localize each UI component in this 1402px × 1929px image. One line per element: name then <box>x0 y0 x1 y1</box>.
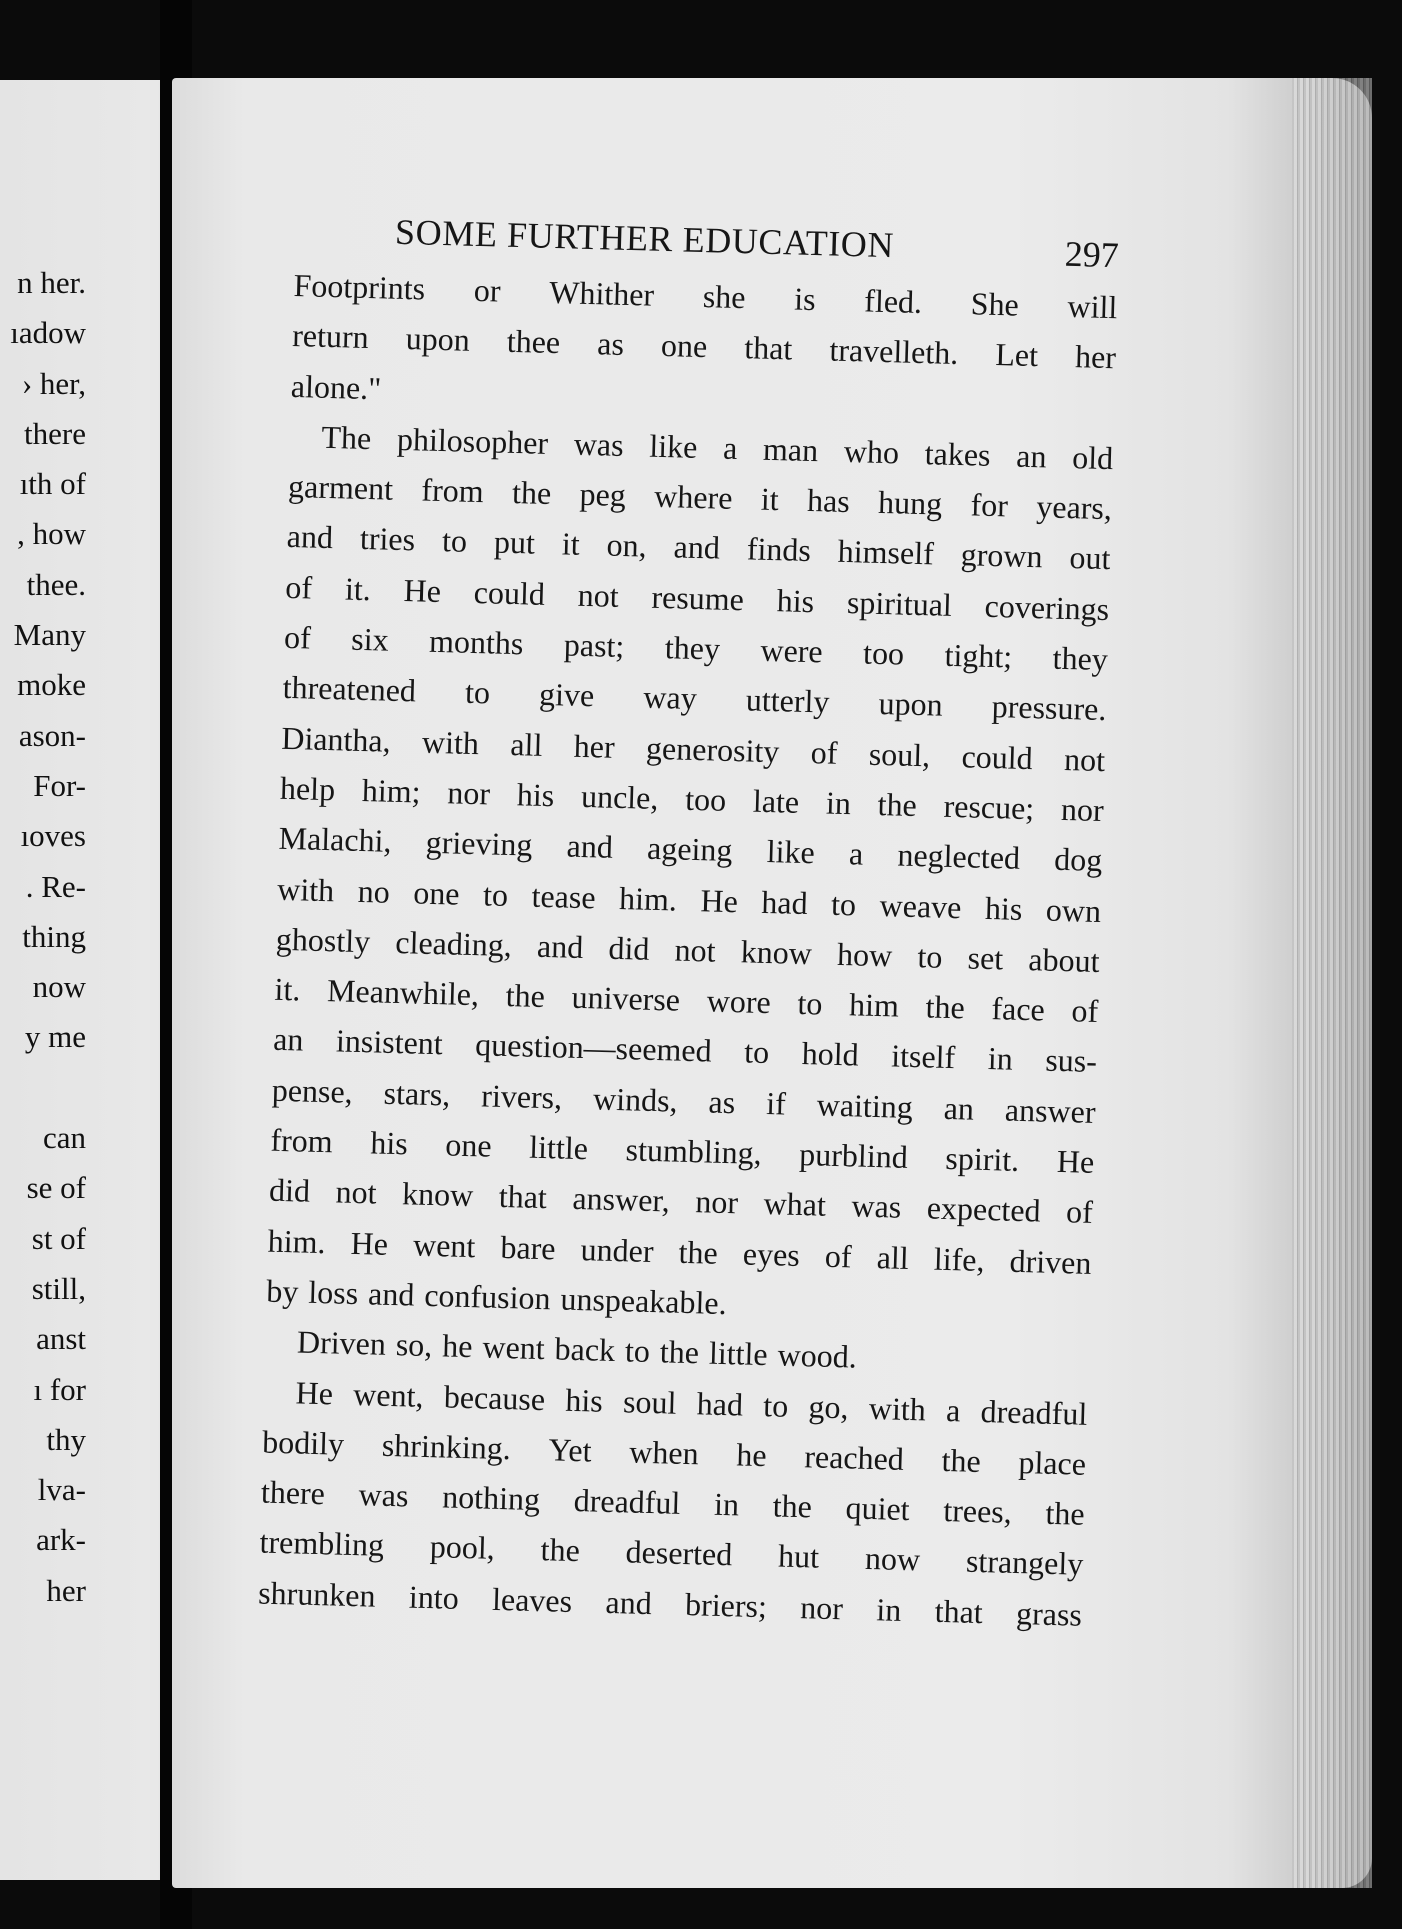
word: grown <box>960 536 1044 575</box>
word: shrunken <box>257 1574 377 1614</box>
word: quiet <box>845 1489 911 1528</box>
word: resume <box>651 578 745 618</box>
word: confusion <box>423 1276 552 1317</box>
word: so, <box>395 1326 433 1364</box>
left-page-line: thy <box>46 1421 86 1457</box>
left-page-line: y me <box>24 1019 86 1055</box>
left-page-line: anst <box>36 1321 86 1357</box>
word: takes <box>924 434 992 473</box>
word: to <box>482 875 509 913</box>
word: nothing <box>441 1478 541 1518</box>
word: past; <box>563 626 625 665</box>
word: give <box>538 676 595 714</box>
word: shrinking. <box>381 1426 512 1467</box>
word: briers; <box>684 1585 768 1624</box>
word: and <box>367 1275 415 1313</box>
word: hut <box>777 1537 820 1576</box>
word: ageing <box>646 830 733 869</box>
word: not <box>1063 740 1106 778</box>
word: nor <box>694 1183 739 1221</box>
left-page-line: Many <box>13 617 86 653</box>
word: tries <box>359 520 416 558</box>
word: know <box>401 1175 474 1214</box>
left-page-line: n her. <box>17 265 86 300</box>
word: six <box>350 620 390 658</box>
word: was <box>851 1187 902 1226</box>
word: life, <box>933 1240 986 1278</box>
word: months <box>428 622 524 662</box>
word: leaves <box>491 1580 573 1619</box>
word: Footprints <box>293 266 426 307</box>
word: for <box>970 486 1009 524</box>
word: the <box>659 1333 700 1371</box>
word: late <box>752 782 800 820</box>
word: to <box>797 985 823 1022</box>
word: The <box>321 418 372 457</box>
word: Driven <box>296 1323 387 1363</box>
left-page-line: For- <box>33 767 86 803</box>
word: that <box>743 329 793 367</box>
word: went <box>482 1328 546 1367</box>
word: pool, <box>429 1528 496 1567</box>
word: not <box>674 931 717 969</box>
word: He <box>350 1224 389 1262</box>
word: tight; <box>944 636 1013 675</box>
word: way <box>642 678 698 717</box>
word: eyes <box>742 1235 801 1273</box>
word: and <box>605 1583 653 1621</box>
word: had <box>696 1384 744 1423</box>
word: has <box>806 482 851 520</box>
word: tease <box>531 877 597 915</box>
word: as <box>708 1083 736 1120</box>
word: soul <box>622 1382 677 1421</box>
word: went, <box>352 1375 425 1414</box>
word: place <box>1018 1443 1087 1482</box>
word: threatened <box>282 669 417 709</box>
word: rescue; <box>943 787 1035 827</box>
word: his <box>516 776 555 814</box>
word: like <box>766 833 816 871</box>
word: when <box>628 1433 700 1472</box>
word: years, <box>1035 488 1113 527</box>
word: return <box>291 317 370 356</box>
word: it <box>561 525 581 563</box>
word: bodily <box>261 1423 345 1462</box>
left-page-text <box>0 258 86 1616</box>
word: like <box>648 427 698 465</box>
left-page-line: ıth of <box>19 466 86 502</box>
word: dreadful <box>980 1392 1088 1432</box>
word: under <box>580 1230 655 1269</box>
word: answer <box>1004 1091 1097 1130</box>
word: what <box>763 1185 827 1224</box>
word: the <box>540 1531 581 1569</box>
word: unspeakable. <box>560 1280 728 1321</box>
word: could <box>473 573 546 612</box>
word: could <box>961 737 1034 776</box>
word: Let <box>994 336 1039 374</box>
word: it. <box>344 570 372 607</box>
word: neglected <box>897 836 1021 877</box>
word: philosopher <box>396 420 549 461</box>
word: his <box>776 581 815 619</box>
word: old <box>1071 438 1114 477</box>
word: question—seemed <box>474 1026 713 1070</box>
word: about <box>1027 940 1101 979</box>
word: how <box>836 935 893 974</box>
word: of <box>1071 992 1099 1030</box>
word: if <box>765 1084 787 1122</box>
word: an <box>272 1021 304 1058</box>
word: trees, <box>942 1492 1013 1530</box>
word: too <box>684 780 727 818</box>
word: he <box>441 1327 474 1365</box>
word: had <box>760 883 809 921</box>
word: to <box>464 674 491 711</box>
word: of <box>824 1237 853 1275</box>
word: the <box>511 474 552 512</box>
word: travelleth. <box>828 331 959 372</box>
word: all <box>509 725 543 763</box>
left-page-line: ıoves <box>20 818 86 854</box>
word: thee <box>506 323 561 361</box>
word: with <box>421 723 480 761</box>
word: purblind <box>798 1136 909 1175</box>
word: a <box>945 1391 961 1428</box>
word: it. <box>274 970 301 1008</box>
word: with <box>276 870 335 908</box>
word: they <box>1052 639 1109 678</box>
word: or <box>473 271 502 309</box>
word: dreadful <box>573 1482 681 1521</box>
word: driven <box>1009 1242 1092 1281</box>
word: an <box>943 1089 975 1127</box>
word: hung <box>877 484 943 522</box>
word: too <box>862 634 905 672</box>
word: the <box>772 1487 813 1525</box>
word: hold <box>801 1035 860 1073</box>
word: coverings <box>984 587 1110 627</box>
word: where <box>653 477 733 517</box>
word: an <box>1015 437 1047 475</box>
word: spirit. <box>944 1139 1020 1178</box>
word: Yet <box>548 1431 593 1469</box>
word: one <box>660 327 708 365</box>
word: the <box>505 977 546 1015</box>
word: a <box>848 835 864 872</box>
word: cleading, <box>394 923 513 963</box>
word: in <box>875 1590 902 1628</box>
word: by <box>265 1272 299 1310</box>
word: her <box>573 727 616 765</box>
word: help <box>279 769 336 808</box>
left-page-line: se of <box>26 1170 86 1206</box>
word: did <box>268 1171 311 1210</box>
word: nor <box>1060 790 1105 829</box>
word: to <box>917 937 943 975</box>
word: nor <box>799 1588 844 1627</box>
left-page-line: can <box>42 1120 86 1156</box>
word: was <box>358 1476 409 1514</box>
left-page-line: thing <box>22 918 86 954</box>
word: went <box>412 1226 476 1264</box>
word: as <box>596 325 625 363</box>
word: Diantha, <box>280 719 392 759</box>
word: Malachi, <box>278 820 392 860</box>
word: sus- <box>1044 1042 1098 1080</box>
word: of <box>284 568 313 606</box>
word: little <box>528 1128 589 1167</box>
word: the <box>1045 1494 1086 1532</box>
word: one <box>412 873 461 912</box>
word: own <box>1045 891 1102 929</box>
word: spiritual <box>846 583 953 623</box>
word: rivers, <box>480 1077 563 1116</box>
word: He <box>700 881 739 919</box>
word: Whither <box>548 273 655 313</box>
word: and <box>673 528 721 567</box>
word: soul, <box>868 735 931 774</box>
running-head-title: SOME FURTHER EDUCATION <box>394 211 895 266</box>
word: the <box>678 1233 719 1271</box>
right-page-text <box>258 198 1120 1640</box>
word: she <box>702 278 746 316</box>
left-page-line: moke <box>17 667 86 703</box>
word: a <box>722 429 738 466</box>
word: finds <box>746 530 812 569</box>
word: him <box>848 986 900 1024</box>
left-page-line: now <box>32 969 86 1005</box>
left-page-line: . Re- <box>25 868 86 904</box>
word: reached <box>803 1438 905 1477</box>
word: upon <box>405 320 471 359</box>
word: were <box>760 631 824 670</box>
word: weave <box>879 886 962 925</box>
word: utterly <box>745 681 830 720</box>
word: loss <box>307 1273 359 1312</box>
left-page-line: , how <box>17 516 86 552</box>
word: dog <box>1053 841 1103 879</box>
word: know <box>740 933 813 972</box>
word: fled. <box>863 282 923 320</box>
word: man <box>762 430 819 469</box>
word: him. <box>618 879 678 918</box>
left-page-line: still, <box>31 1270 86 1306</box>
word: upon <box>878 685 944 724</box>
word: back <box>554 1330 616 1369</box>
word: to <box>743 1033 770 1071</box>
word: and <box>286 518 334 556</box>
word: bare <box>500 1228 557 1267</box>
word: into <box>408 1578 460 1616</box>
word: wore <box>706 982 772 1021</box>
left-page-line: st of <box>31 1220 86 1256</box>
left-page-line: ıadow <box>10 315 86 351</box>
word: generosity <box>645 729 780 769</box>
word: insistent <box>335 1022 444 1062</box>
word: stars, <box>383 1074 451 1113</box>
word: the <box>925 988 966 1026</box>
word: with <box>868 1389 927 1428</box>
left-page-line: there <box>24 415 86 451</box>
left-page-line: ark- <box>36 1522 86 1558</box>
left-page-line: ı for <box>33 1371 86 1407</box>
word: was <box>573 425 625 463</box>
word: not <box>577 576 620 614</box>
word: He <box>295 1373 334 1411</box>
word: himself <box>837 533 935 572</box>
word: pense, <box>271 1071 354 1110</box>
word: in <box>825 784 852 822</box>
word: there <box>260 1473 326 1512</box>
word: pressure. <box>991 688 1107 728</box>
word: He <box>1056 1142 1095 1180</box>
word: his <box>984 889 1023 927</box>
word: the <box>941 1441 982 1479</box>
word: nor <box>446 774 491 812</box>
word: of <box>1065 1193 1094 1231</box>
page-edges <box>1292 78 1372 1888</box>
word: Meanwhile, <box>326 972 480 1013</box>
left-page-line: thee. <box>26 566 86 602</box>
word: all <box>876 1238 910 1276</box>
word: from <box>270 1121 334 1160</box>
word: not <box>335 1173 378 1211</box>
word: he <box>735 1436 768 1474</box>
word: and <box>536 927 584 965</box>
word: wood. <box>777 1336 858 1375</box>
word: She <box>970 285 1020 323</box>
word: garment <box>287 468 394 507</box>
word: the <box>877 785 918 823</box>
word: him. <box>267 1222 327 1260</box>
word: him; <box>361 771 422 810</box>
word: of <box>810 733 838 771</box>
word: little <box>708 1334 769 1373</box>
page-number: 297 <box>1064 233 1120 276</box>
word: who <box>843 432 900 471</box>
word: He <box>403 571 442 609</box>
word: now <box>864 1540 921 1578</box>
word: peg <box>579 475 627 514</box>
word: deserted <box>625 1533 733 1573</box>
word: on, <box>606 527 648 565</box>
left-page-line: lva- <box>37 1472 86 1508</box>
word: expected <box>926 1189 1042 1229</box>
word: face <box>991 990 1046 1028</box>
word: in <box>987 1040 1014 1078</box>
word: waiting <box>816 1086 914 1125</box>
left-page-line: › her, <box>21 365 86 401</box>
word: ghostly <box>275 920 371 960</box>
word: winds, <box>592 1080 679 1119</box>
word: grass <box>1015 1594 1083 1633</box>
word: to <box>441 522 468 560</box>
word: of <box>283 618 312 656</box>
word: one <box>444 1126 493 1164</box>
word: her <box>1074 338 1117 376</box>
word: his <box>369 1124 409 1162</box>
word: will <box>1067 287 1118 326</box>
body-text <box>258 260 1118 1640</box>
word: to <box>762 1386 789 1424</box>
word: his <box>564 1381 604 1419</box>
word: they <box>664 629 721 667</box>
left-page-line: ason- <box>18 717 86 753</box>
left-page-line: her <box>46 1572 86 1608</box>
word: is <box>793 280 817 318</box>
word: no <box>357 872 391 910</box>
word: grieving <box>425 824 533 863</box>
word: put <box>493 523 536 562</box>
word: set <box>967 939 1004 977</box>
word: universe <box>571 978 681 1018</box>
word: to <box>830 885 857 922</box>
word: alone." <box>290 367 382 406</box>
word: that <box>498 1178 548 1216</box>
word: uncle, <box>580 777 659 816</box>
word: to <box>624 1332 651 1370</box>
word: in <box>713 1485 740 1523</box>
word: it <box>760 480 780 518</box>
left-page-line <box>0 1063 86 1113</box>
word: because <box>443 1377 546 1417</box>
word: out <box>1069 539 1111 577</box>
word: stumbling, <box>625 1131 763 1171</box>
word: strangely <box>965 1543 1084 1583</box>
word: itself <box>890 1037 956 1076</box>
word: did <box>608 929 650 967</box>
word: trembling <box>259 1523 385 1564</box>
word: and <box>566 827 614 866</box>
word: answer, <box>571 1180 671 1219</box>
word: from <box>420 471 485 510</box>
word: that <box>934 1592 984 1630</box>
word: go, <box>808 1387 850 1425</box>
